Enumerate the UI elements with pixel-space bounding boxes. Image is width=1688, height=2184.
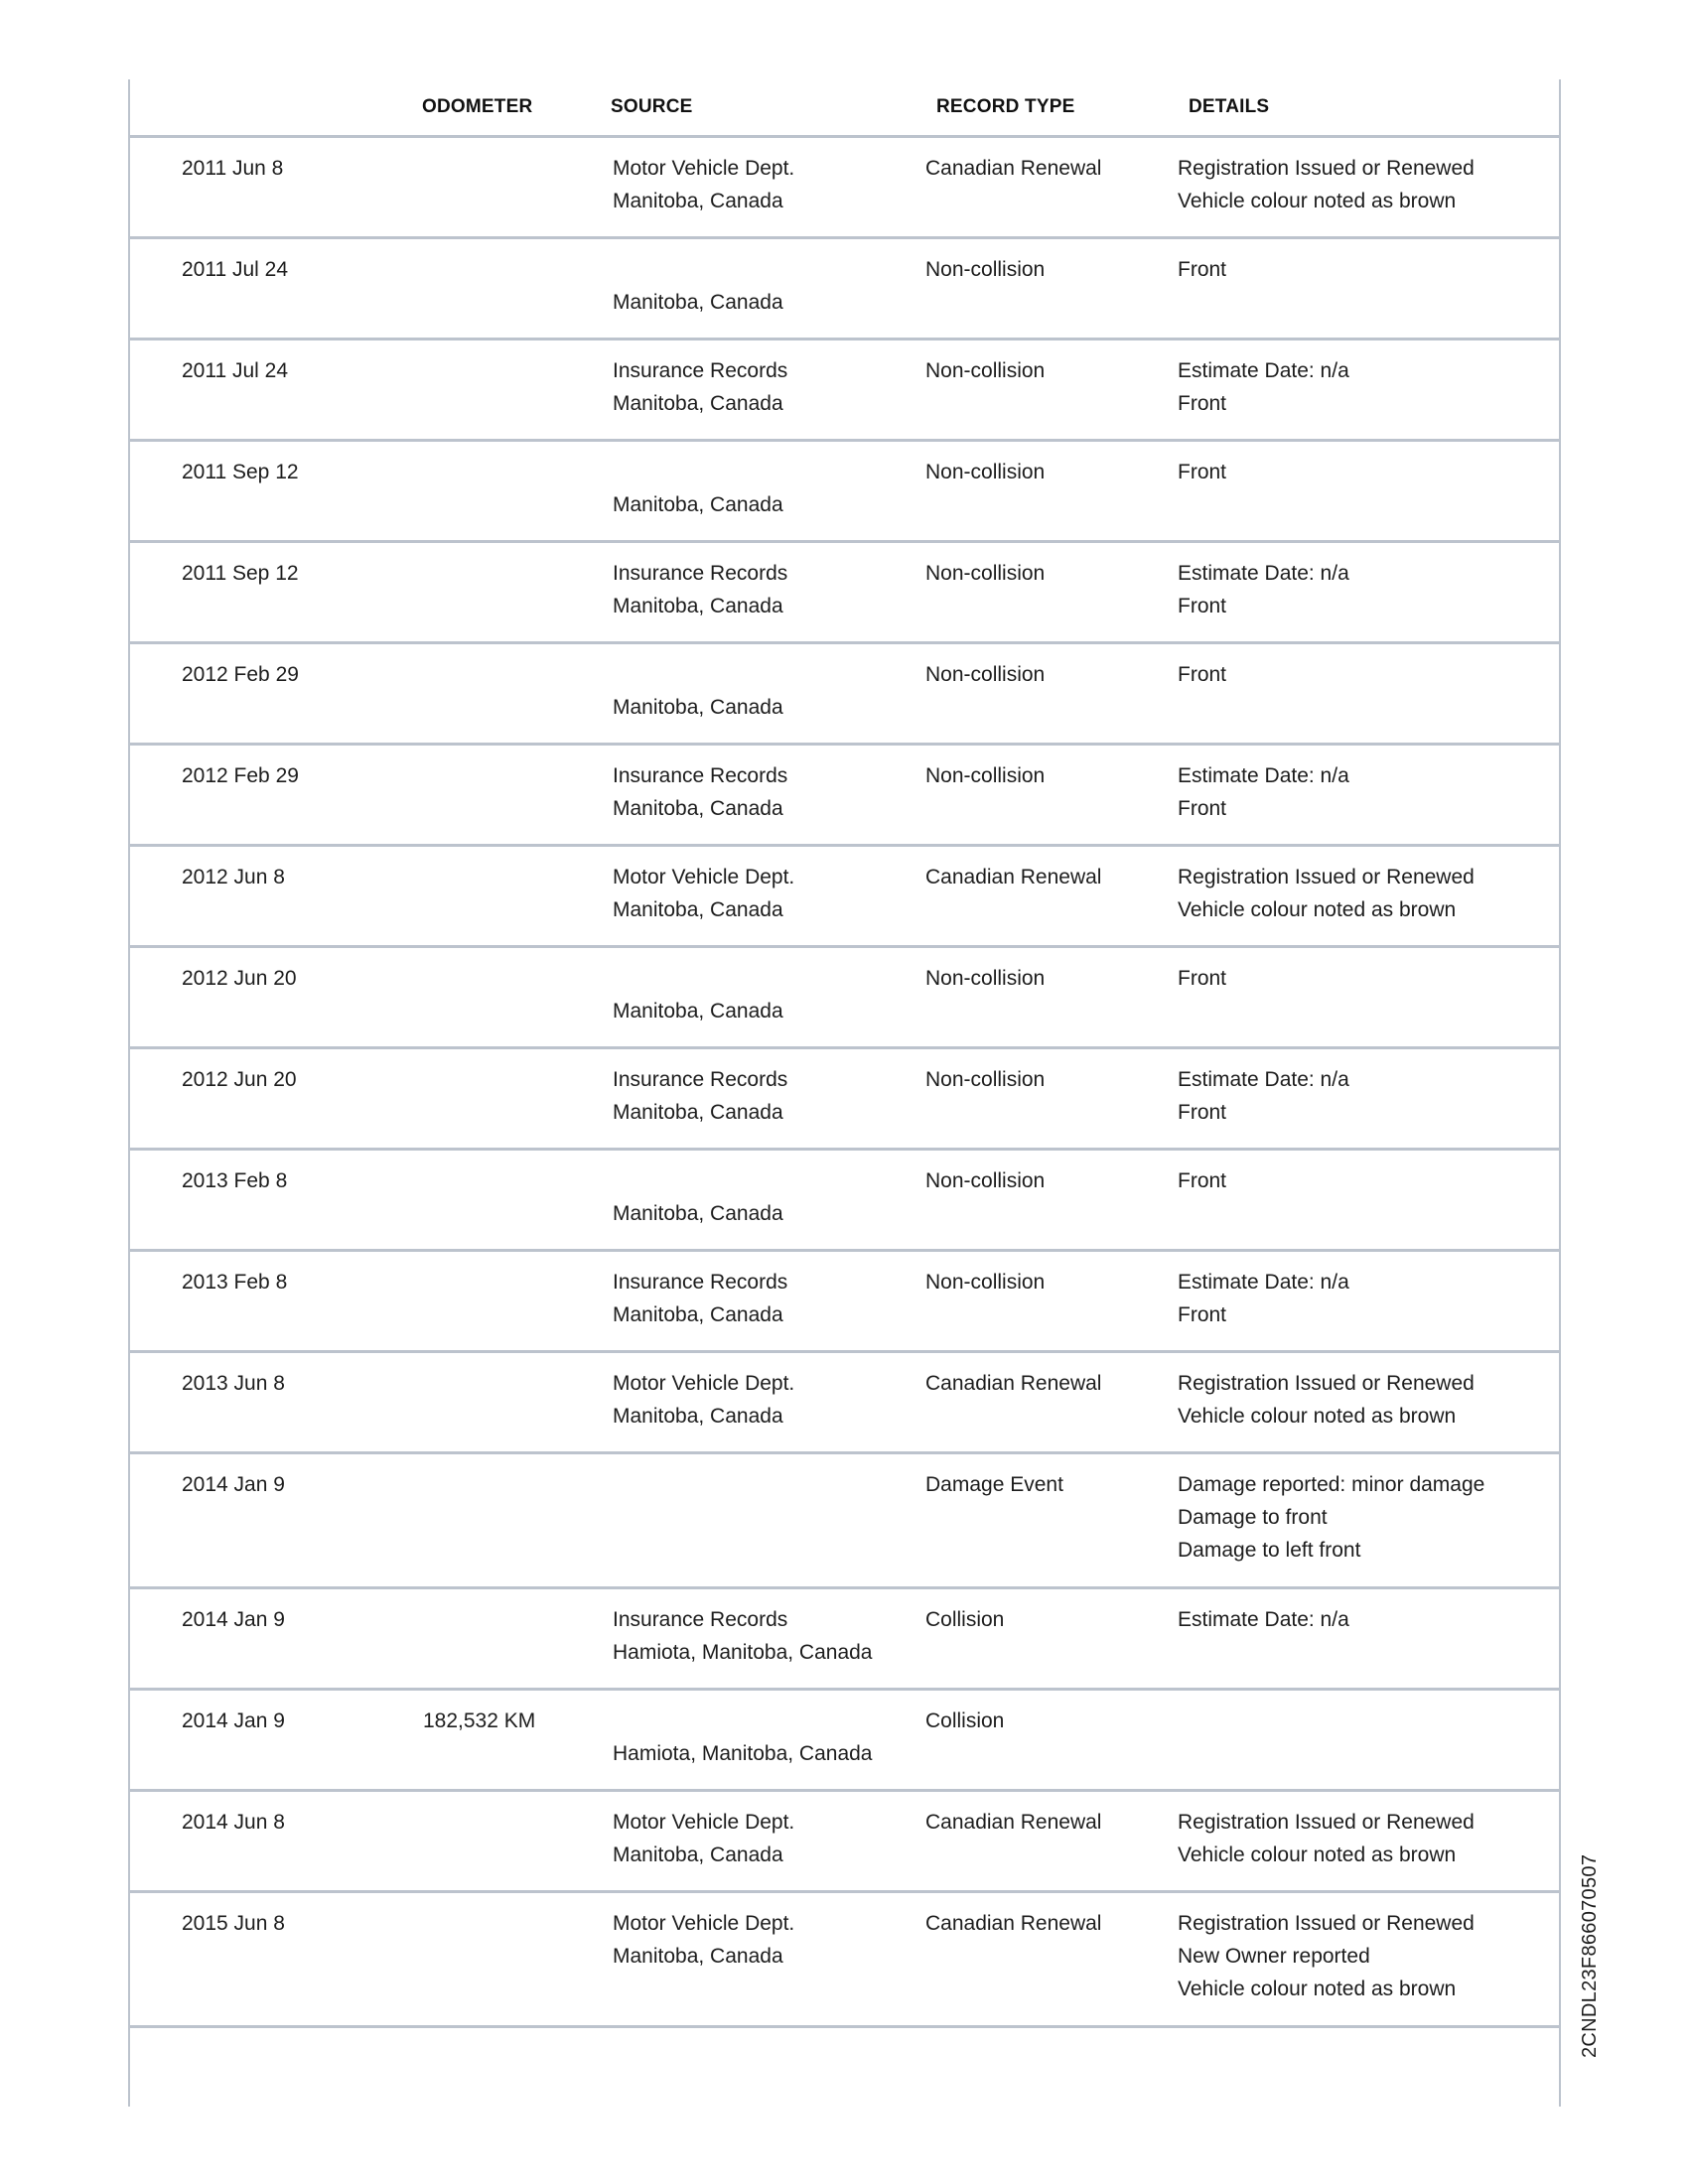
cell-details xyxy=(1178,1468,1484,1567)
cell-record-type: Canadian Renewal xyxy=(925,866,1102,888)
source-line xyxy=(613,1705,873,1737)
cell-details xyxy=(1178,759,1349,825)
table-row xyxy=(130,1353,1559,1454)
source-line: Insurance Records xyxy=(613,1068,788,1091)
details-line: Damage to front xyxy=(1178,1506,1328,1529)
cell-details xyxy=(1178,354,1349,420)
cell-date: 2014 Jan 9 xyxy=(182,1608,285,1631)
cell-record-type: Non-collision xyxy=(925,461,1046,483)
cell-record-type: Non-collision xyxy=(925,967,1046,990)
cell-details xyxy=(1178,1063,1349,1129)
source-line: Motor Vehicle Dept. xyxy=(613,157,795,180)
cell-source xyxy=(613,1907,794,1973)
header-details: DETAILS xyxy=(1189,96,1270,117)
cell-source xyxy=(613,1063,787,1129)
source-line: Insurance Records xyxy=(613,764,788,787)
cell-date: 2015 Jun 8 xyxy=(182,1912,285,1935)
source-line: Manitoba, Canada xyxy=(613,898,783,921)
table-row xyxy=(130,1151,1559,1252)
source-line: Insurance Records xyxy=(613,1608,788,1631)
source-line: Manitoba, Canada xyxy=(613,291,783,314)
cell-date: 2013 Feb 8 xyxy=(182,1169,288,1192)
table-row xyxy=(130,1252,1559,1353)
table-row xyxy=(130,1589,1559,1691)
cell-date: 2013 Jun 8 xyxy=(182,1372,285,1395)
table-body xyxy=(130,138,1559,2028)
cell-date: 2012 Jun 8 xyxy=(182,866,285,888)
source-line: Hamiota, Manitoba, Canada xyxy=(613,1641,873,1664)
cell-source xyxy=(613,557,787,622)
cell-source xyxy=(613,1266,787,1331)
cell-source xyxy=(613,354,787,420)
cell-details xyxy=(1178,1367,1475,1433)
details-line: Damage to left front xyxy=(1178,1539,1361,1562)
source-line xyxy=(613,456,783,488)
cell-source xyxy=(613,253,783,319)
cell-record-type: Non-collision xyxy=(925,1169,1046,1192)
details-line: Vehicle colour noted as brown xyxy=(1178,190,1457,212)
details-line: Vehicle colour noted as brown xyxy=(1178,1978,1457,2000)
details-line: Registration Issued or Renewed xyxy=(1178,1912,1475,1935)
vin-label: 2CNDL23F866070507 xyxy=(1579,1853,1601,2058)
table-row xyxy=(130,341,1559,442)
details-line: Damage reported: minor damage xyxy=(1178,1473,1485,1496)
table-row xyxy=(130,543,1559,644)
cell-date: 2013 Feb 8 xyxy=(182,1271,288,1294)
cell-details xyxy=(1178,861,1475,926)
table-row xyxy=(130,1454,1559,1589)
cell-source xyxy=(613,759,787,825)
cell-record-type: Non-collision xyxy=(925,562,1046,585)
details-line: Front xyxy=(1178,1169,1227,1192)
source-line xyxy=(613,658,783,691)
cell-details xyxy=(1178,152,1475,217)
table-header-row xyxy=(130,79,1559,138)
table-row xyxy=(130,1792,1559,1893)
cell-record-type: Canadian Renewal xyxy=(925,1912,1102,1935)
table-row xyxy=(130,746,1559,847)
details-line: Front xyxy=(1178,595,1227,617)
source-line: Insurance Records xyxy=(613,359,788,382)
source-line: Motor Vehicle Dept. xyxy=(613,1372,795,1395)
details-line: Registration Issued or Renewed xyxy=(1178,1372,1475,1395)
cell-source xyxy=(613,1603,873,1669)
cell-record-type: Non-collision xyxy=(925,1271,1046,1294)
source-line: Manitoba, Canada xyxy=(613,595,783,617)
source-line: Manitoba, Canada xyxy=(613,1101,783,1124)
cell-record-type: Collision xyxy=(925,1608,1005,1631)
source-line: Motor Vehicle Dept. xyxy=(613,1912,795,1935)
details-line: Front xyxy=(1178,1101,1227,1124)
details-line: Estimate Date: n/a xyxy=(1178,764,1349,787)
details-line: New Owner reported xyxy=(1178,1945,1370,1968)
source-line: Manitoba, Canada xyxy=(613,392,783,415)
cell-record-type: Canadian Renewal xyxy=(925,157,1102,180)
source-line: Manitoba, Canada xyxy=(613,1945,783,1968)
cell-record-type: Damage Event xyxy=(925,1473,1063,1496)
details-line: Registration Issued or Renewed xyxy=(1178,1811,1475,1834)
source-line: Motor Vehicle Dept. xyxy=(613,1811,795,1834)
cell-source xyxy=(613,861,794,926)
cell-details xyxy=(1178,1806,1475,1871)
details-line: Estimate Date: n/a xyxy=(1178,562,1349,585)
details-line: Vehicle colour noted as brown xyxy=(1178,1405,1457,1428)
cell-details xyxy=(1178,1266,1349,1331)
cell-source xyxy=(613,962,783,1027)
cell-source xyxy=(613,152,794,217)
table-row xyxy=(130,239,1559,341)
table-row xyxy=(130,847,1559,948)
source-line: Manitoba, Canada xyxy=(613,190,783,212)
source-line xyxy=(613,962,783,995)
details-line: Front xyxy=(1178,258,1227,281)
cell-details xyxy=(1178,962,1226,995)
table-row xyxy=(130,948,1559,1049)
vehicle-history-table xyxy=(130,79,1559,2028)
source-line: Insurance Records xyxy=(613,562,788,585)
details-line: Vehicle colour noted as brown xyxy=(1178,898,1457,921)
source-line: Manitoba, Canada xyxy=(613,696,783,719)
details-line: Front xyxy=(1178,663,1227,686)
details-line: Estimate Date: n/a xyxy=(1178,1068,1349,1091)
source-line: Insurance Records xyxy=(613,1271,788,1294)
cell-date: 2012 Feb 29 xyxy=(182,764,299,787)
cell-odometer: 182,532 KM xyxy=(423,1709,536,1732)
cell-date: 2011 Sep 12 xyxy=(182,562,299,585)
cell-record-type: Non-collision xyxy=(925,663,1046,686)
table-row xyxy=(130,1893,1559,2028)
cell-date: 2011 Jul 24 xyxy=(182,359,289,382)
source-line: Manitoba, Canada xyxy=(613,493,783,516)
details-line: Front xyxy=(1178,1303,1227,1326)
cell-date: 2014 Jan 9 xyxy=(182,1473,285,1496)
cell-date: 2014 Jun 8 xyxy=(182,1811,285,1834)
source-line: Motor Vehicle Dept. xyxy=(613,866,795,888)
cell-date: 2012 Jun 20 xyxy=(182,1068,297,1091)
cell-record-type: Non-collision xyxy=(925,1068,1046,1091)
cell-record-type: Non-collision xyxy=(925,764,1046,787)
details-line: Estimate Date: n/a xyxy=(1178,1608,1349,1631)
header-record-type: RECORD TYPE xyxy=(936,96,1075,117)
cell-source xyxy=(613,1705,873,1770)
cell-date: 2011 Jul 24 xyxy=(182,258,289,281)
cell-source xyxy=(613,1164,783,1230)
details-line: Registration Issued or Renewed xyxy=(1178,866,1475,888)
cell-details xyxy=(1178,1907,1475,2005)
table-row xyxy=(130,1691,1559,1792)
cell-date: 2012 Feb 29 xyxy=(182,663,299,686)
source-line: Manitoba, Canada xyxy=(613,1303,783,1326)
cell-source xyxy=(613,658,783,724)
details-line: Front xyxy=(1178,392,1227,415)
cell-date: 2011 Sep 12 xyxy=(182,461,299,483)
table-row xyxy=(130,644,1559,746)
table-row xyxy=(130,138,1559,239)
cell-details xyxy=(1178,456,1226,488)
cell-details xyxy=(1178,1603,1349,1636)
source-line: Manitoba, Canada xyxy=(613,1202,783,1225)
cell-details xyxy=(1178,557,1349,622)
source-line xyxy=(613,253,783,286)
cell-record-type: Non-collision xyxy=(925,359,1046,382)
table-row xyxy=(130,1049,1559,1151)
details-line: Vehicle colour noted as brown xyxy=(1178,1843,1457,1866)
cell-source xyxy=(613,1806,794,1871)
cell-date: 2011 Jun 8 xyxy=(182,157,284,180)
details-line: Front xyxy=(1178,797,1227,820)
source-line: Manitoba, Canada xyxy=(613,1000,783,1023)
cell-record-type: Collision xyxy=(925,1709,1005,1732)
details-line: Estimate Date: n/a xyxy=(1178,359,1349,382)
source-line: Manitoba, Canada xyxy=(613,1405,783,1428)
details-line: Registration Issued or Renewed xyxy=(1178,157,1475,180)
header-odometer: ODOMETER xyxy=(422,96,533,117)
cell-source xyxy=(613,456,783,521)
cell-record-type: Canadian Renewal xyxy=(925,1811,1102,1834)
cell-source xyxy=(613,1367,794,1433)
source-line: Manitoba, Canada xyxy=(613,1843,783,1866)
cell-details xyxy=(1178,658,1226,691)
source-line xyxy=(613,1164,783,1197)
cell-date: 2012 Jun 20 xyxy=(182,967,297,990)
cell-record-type: Canadian Renewal xyxy=(925,1372,1102,1395)
header-source: SOURCE xyxy=(611,96,693,117)
details-line: Estimate Date: n/a xyxy=(1178,1271,1349,1294)
cell-record-type: Non-collision xyxy=(925,258,1046,281)
cell-details xyxy=(1178,253,1226,286)
source-line: Manitoba, Canada xyxy=(613,797,783,820)
details-line: Front xyxy=(1178,967,1227,990)
source-line: Hamiota, Manitoba, Canada xyxy=(613,1742,873,1765)
table-row xyxy=(130,442,1559,543)
cell-date: 2014 Jan 9 xyxy=(182,1709,285,1732)
cell-details xyxy=(1178,1164,1226,1197)
details-line: Front xyxy=(1178,461,1227,483)
